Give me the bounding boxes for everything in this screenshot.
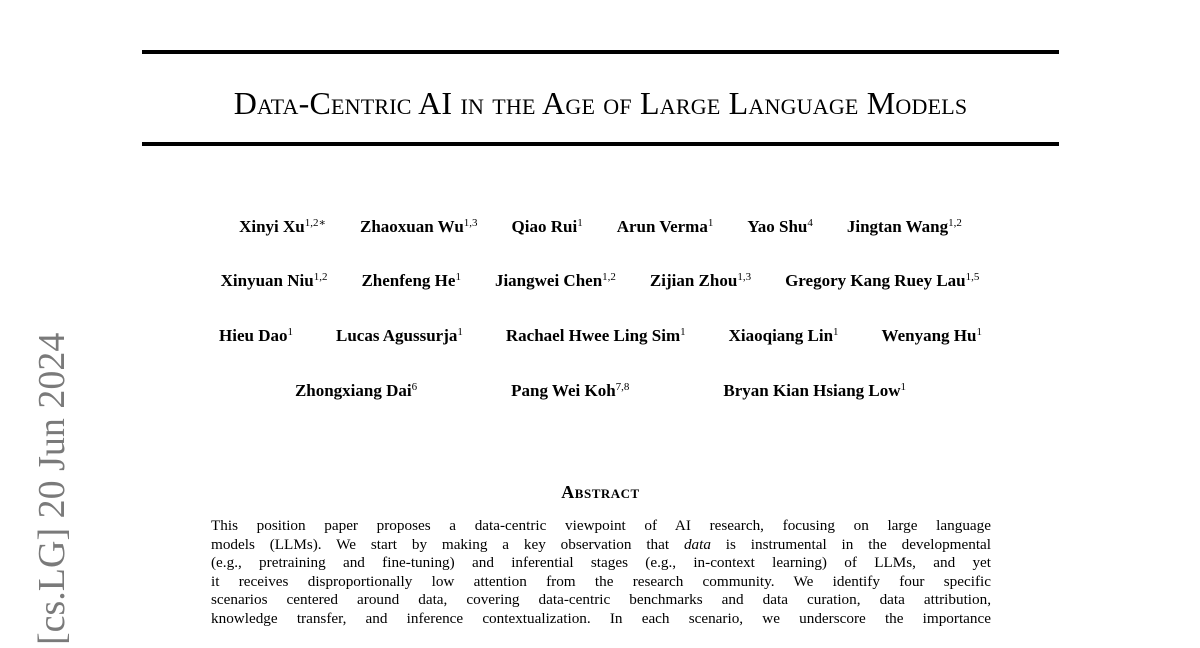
author bbox=[239, 216, 326, 237]
paper-title: Data-Centric AI in the Age of Large Language Models bbox=[233, 85, 968, 121]
author-name: Jiangwei Chen bbox=[494, 271, 603, 290]
author-affiliation: 1 bbox=[287, 326, 293, 338]
author-affiliation: 1 bbox=[900, 381, 907, 393]
author bbox=[221, 271, 328, 291]
author-name: Gregory Kang Ruey Lau bbox=[785, 271, 966, 290]
abstract-line: scenarios centered around data, covering data-centric benchmarks and data curation, data attribution, bbox=[211, 591, 991, 609]
arxiv-stamp bbox=[30, 315, 74, 645]
author bbox=[219, 326, 293, 346]
author-name: Zhenfeng He bbox=[361, 271, 456, 290]
arxiv-stamp-text: [cs.LG] 20 Jun 2024 bbox=[31, 332, 73, 645]
author-row-1 bbox=[142, 216, 1059, 240]
abstract-heading: Abstract bbox=[561, 482, 640, 502]
author bbox=[882, 326, 982, 346]
author-affiliation: 1 bbox=[457, 326, 463, 338]
title-rule-bottom bbox=[142, 142, 1059, 146]
author-row-2 bbox=[130, 271, 1070, 295]
author-affiliation: 1,2 bbox=[602, 271, 616, 283]
author bbox=[512, 217, 583, 237]
abstract-line: This position paper proposes a data-centric viewpoint of AI research, focusing on large language bbox=[211, 517, 991, 534]
author-name: Hieu Dao bbox=[219, 326, 288, 345]
abstract-line: knowledge transfer, and inference contextualization. In each scenario, we underscore the importance bbox=[211, 609, 991, 627]
author bbox=[495, 271, 616, 291]
author-row-3 bbox=[142, 326, 1059, 350]
author-name: Arun Verma bbox=[616, 217, 708, 236]
author-name: Lucas Agussurja bbox=[335, 326, 458, 345]
abstract-line: (e.g., pretraining and fine-tuning) and inferential stages (e.g., in-context learning) of LLMs, and yet bbox=[211, 554, 991, 572]
author-name: Zijian Zhou bbox=[649, 271, 738, 290]
author-name: Rachael Hwee Ling Sim bbox=[505, 326, 681, 345]
author-name: Wenyang Hu bbox=[881, 326, 977, 345]
author-affiliation: 1 bbox=[455, 271, 461, 283]
author-affiliation: 1,3 bbox=[737, 271, 752, 283]
author-affiliation: 1 bbox=[976, 326, 982, 338]
author bbox=[650, 271, 751, 291]
author-affiliation: 1 bbox=[707, 217, 714, 229]
author bbox=[785, 271, 979, 291]
author-affiliation: 1,2 bbox=[948, 217, 962, 229]
author bbox=[511, 381, 629, 401]
abstract-line: models (LLMs). We start by making a key observation that data is instrumental in the developmental bbox=[211, 535, 992, 553]
abstract-body bbox=[211, 517, 991, 629]
author-name: Pang Wei Koh bbox=[511, 381, 616, 400]
author bbox=[747, 217, 813, 237]
author-name: Qiao Rui bbox=[511, 217, 578, 236]
author-affiliation: 1,3 bbox=[463, 217, 478, 229]
author bbox=[361, 271, 460, 291]
author-name: Xinyuan Niu bbox=[220, 271, 314, 290]
author-affiliation: 1,5 bbox=[965, 271, 980, 283]
author-name: Bryan Kian Hsiang Low bbox=[723, 381, 901, 400]
author-affiliation: 1 bbox=[833, 326, 839, 338]
author-name: Xinyi Xu bbox=[239, 217, 305, 236]
author-row-4 bbox=[142, 381, 1059, 405]
author-affiliation: 7,8 bbox=[615, 381, 630, 393]
author-affiliation: 4 bbox=[807, 217, 813, 229]
title-rule-top bbox=[142, 50, 1059, 54]
author-name: Jingtan Wang bbox=[846, 217, 949, 236]
author-affiliation: 1 bbox=[680, 326, 686, 338]
author bbox=[295, 381, 417, 401]
author-affiliation: 1,2 bbox=[313, 271, 328, 283]
author-affiliation: 6 bbox=[411, 381, 418, 393]
author bbox=[506, 326, 686, 346]
author-affiliation: 1 bbox=[577, 217, 583, 229]
author bbox=[723, 381, 906, 401]
author-affiliation: 1,2∗ bbox=[304, 217, 326, 229]
author bbox=[336, 326, 463, 346]
author-name: Zhongxiang Dai bbox=[294, 381, 412, 400]
abstract-line: it receives disproportionally low attention from the research community. We identify four specific bbox=[211, 572, 991, 590]
author bbox=[729, 326, 839, 346]
author bbox=[847, 217, 962, 237]
author bbox=[360, 217, 478, 237]
author-name: Yao Shu bbox=[747, 217, 808, 236]
author-name: Zhaoxuan Wu bbox=[360, 217, 464, 236]
author bbox=[617, 217, 714, 237]
author-name: Xiaoqiang Lin bbox=[728, 326, 834, 345]
